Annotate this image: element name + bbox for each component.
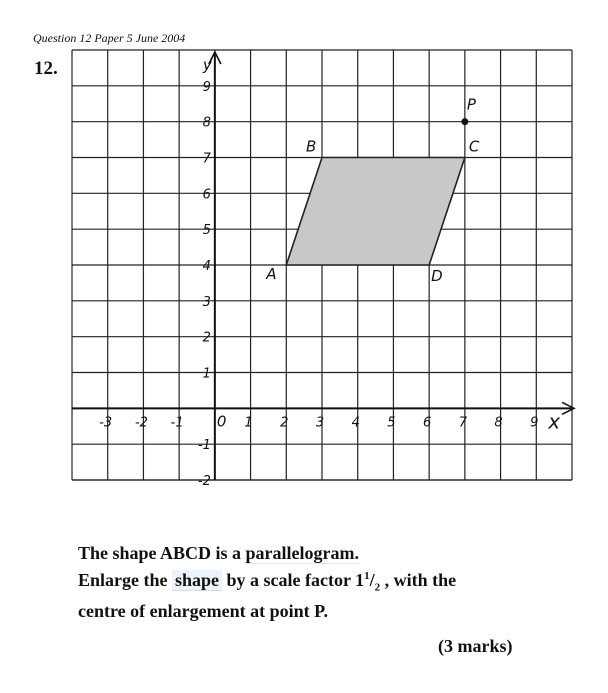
x-tick-label: 1: [244, 415, 253, 431]
task-line-2-prefix: Enlarge the: [78, 570, 172, 590]
x-tick-label: 6: [423, 415, 432, 431]
y-tick-label: 2: [202, 330, 211, 346]
word-shape-highlighted: shape: [172, 570, 222, 591]
scale-factor-numerator: 1: [364, 570, 370, 582]
word-parallelogram: parallelogram.: [245, 543, 360, 563]
x-tick-label: 4: [351, 415, 360, 431]
y-tick-label: 4: [202, 259, 211, 274]
scale-factor-denominator: 2: [374, 581, 381, 594]
x-tick-label: 8: [494, 415, 503, 431]
x-tick-label: -3: [99, 415, 113, 431]
point-p-label: P: [466, 95, 476, 114]
x-tick-label: -2: [134, 415, 148, 431]
x-tick-label: 9: [530, 415, 539, 431]
vertex-label-c: C: [468, 137, 480, 156]
vertex-label-b: B: [306, 137, 317, 156]
task-line-2-suffix: , with the: [380, 570, 457, 590]
y-tick-label: 3: [202, 294, 211, 310]
point-p-dot: [461, 118, 468, 125]
x-tick-label: 7: [458, 415, 467, 431]
x-tick-label: 2: [280, 415, 289, 431]
y-axis-label: y: [202, 56, 212, 74]
scale-factor-text: by a scale factor 1: [222, 570, 365, 590]
x-tick-label: 5: [387, 415, 396, 431]
question-text: [78, 542, 558, 623]
x-tick-label: 3: [315, 415, 325, 431]
y-tick-label: 9: [202, 79, 211, 95]
parallelogram-shape: [286, 158, 465, 266]
vertex-label-d: D: [431, 267, 443, 285]
y-tick-label: -2: [197, 474, 211, 489]
y-tick-label: 8: [202, 115, 211, 131]
scale-factor-slash: /: [369, 570, 375, 590]
tick-labels: [99, 56, 560, 489]
x-tick-label: -1: [170, 415, 184, 431]
y-tick-label: 7: [202, 151, 211, 167]
task-line-1-text: The shape ABCD is a: [78, 543, 246, 563]
marks-label: (3 marks): [438, 636, 513, 656]
y-tick-label: 5: [202, 223, 211, 239]
question-header: Question 12 Paper 5 June 2004: [33, 31, 186, 45]
x-tick-label: 0: [216, 412, 227, 431]
x-axis-label: x: [548, 409, 561, 434]
y-tick-label: 6: [202, 187, 211, 203]
task-line-2: [78, 565, 558, 600]
task-line-3: centre of enlargement at point P.: [78, 600, 328, 621]
task-line-1: [78, 542, 558, 565]
y-tick-label: 1: [202, 366, 211, 382]
question-number: 12.: [34, 58, 58, 79]
vertex-label-a: A: [266, 265, 277, 283]
parallelogram-ABCD: [286, 158, 465, 266]
y-tick-label: -1: [197, 438, 211, 454]
